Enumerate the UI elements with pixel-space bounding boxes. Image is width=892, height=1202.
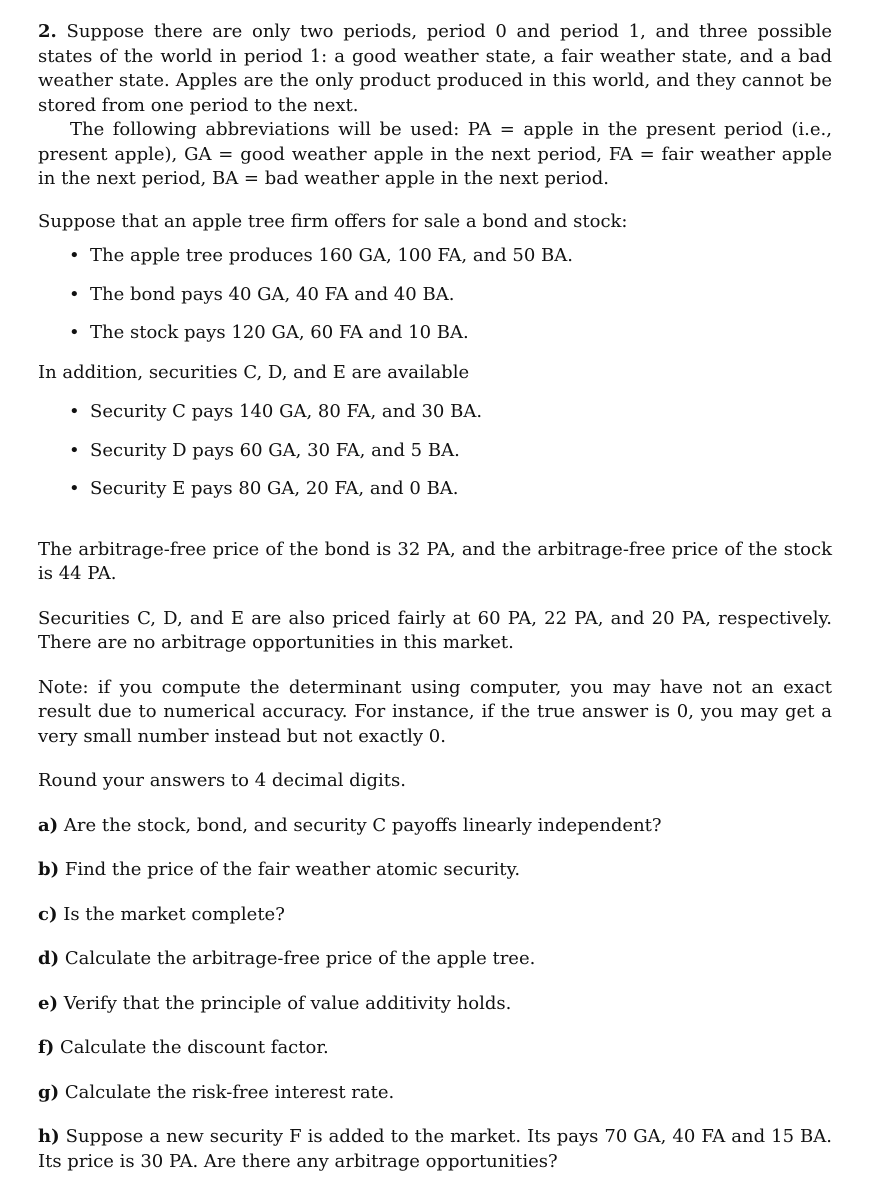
question-letter: a) bbox=[38, 814, 59, 836]
intro-text: Suppose there are only two periods, period 0 and period 1, and three possible states of the world in period 1: a good weather state, a fair weather state, and a bad weather state. Apples are the only product produced in this world, and they cannot be stored from one period to the next. bbox=[38, 21, 832, 116]
question-text: Calculate the discount factor. bbox=[54, 1037, 329, 1058]
question-d bbox=[38, 947, 832, 972]
question-letter: h) bbox=[38, 1126, 60, 1147]
question-c bbox=[38, 903, 832, 928]
question-h bbox=[38, 1125, 832, 1174]
note-paragraph: Note: if you compute the determinant using computer, you may have not an exact result due to numerical accuracy. For instance, if the true answer is 0, you may get a very small number instead but not exactly 0. bbox=[38, 676, 832, 747]
question-g bbox=[38, 1081, 832, 1106]
question-letter: g) bbox=[38, 1081, 60, 1103]
question-letter: b) bbox=[38, 859, 60, 880]
question-text: Calculate the risk-free interest rate. bbox=[59, 1081, 395, 1103]
securities-list bbox=[38, 400, 832, 502]
question-text: Is the market complete? bbox=[57, 903, 285, 925]
question-e bbox=[38, 992, 832, 1017]
bullet-icon: • bbox=[69, 439, 80, 461]
prices-paragraph: The arbitrage-free price of the bond is 32 PA, and the arbitrage-free price of the stock is 44 PA. bbox=[38, 538, 832, 584]
question-f bbox=[38, 1036, 832, 1061]
bullet-icon: • bbox=[69, 478, 80, 499]
question-text: Suppose a new security F is added to the market. Its pays 70 GA, 40 FA and 15 BA. Its price is 30 PA. Are there any arbitrage opportunities? bbox=[38, 1126, 832, 1172]
bullet-icon: • bbox=[69, 283, 80, 305]
question-letter: f) bbox=[38, 1037, 55, 1058]
problem-intro bbox=[38, 20, 832, 118]
problem-document bbox=[38, 20, 832, 1174]
list-item: • The apple tree produces 160 GA, 100 FA, and 50 BA. bbox=[38, 244, 832, 269]
firm-heading: Suppose that an apple tree firm offers for sale a bond and stock: bbox=[38, 210, 628, 232]
question-a bbox=[38, 814, 832, 839]
problem-number: 2. bbox=[38, 21, 57, 42]
list-item: • Security C pays 140 GA, 80 FA, and 30 BA. bbox=[38, 400, 832, 425]
rounding-instruction: Round your answers to 4 decimal digits. bbox=[38, 770, 406, 791]
question-letter: e) bbox=[38, 992, 58, 1014]
list-item: • Security E pays 80 GA, 20 FA, and 0 BA. bbox=[38, 477, 832, 502]
question-text: Find the price of the fair weather atomic security. bbox=[59, 859, 521, 880]
question-text: Verify that the principle of value additivity holds. bbox=[57, 992, 512, 1014]
fair-pricing-paragraph: Securities C, D, and E are also priced fairly at 60 PA, 22 PA, and 20 PA, respectively. There are no arbitrage opportunities in this market. bbox=[38, 607, 832, 653]
question-text: Calculate the arbitrage-free price of the apple tree. bbox=[59, 948, 536, 969]
list-item: • Security D pays 60 GA, 30 FA, and 5 BA. bbox=[38, 439, 832, 464]
question-letter: d) bbox=[38, 948, 60, 969]
bullet-icon: • bbox=[69, 401, 80, 422]
list-item: • The bond pays 40 GA, 40 FA and 40 BA. bbox=[38, 283, 832, 308]
question-b bbox=[38, 858, 832, 883]
abbreviations-paragraph: The following abbreviations will be used: PA = apple in the present period (i.e., present apple), GA = good weather apple in the next period, FA = fair weather apple in the next period, BA = bad weather apple in the next period. bbox=[38, 119, 832, 189]
bullet-icon: • bbox=[69, 245, 80, 266]
securities-heading: In addition, securities C, D, and E are available bbox=[38, 361, 470, 383]
bullet-icon: • bbox=[69, 322, 80, 343]
question-letter: c) bbox=[38, 903, 58, 925]
list-item: • The stock pays 120 GA, 60 FA and 10 BA. bbox=[38, 321, 832, 346]
question-text: Are the stock, bond, and security C payoffs linearly independent? bbox=[58, 814, 662, 836]
firm-list bbox=[38, 244, 832, 346]
